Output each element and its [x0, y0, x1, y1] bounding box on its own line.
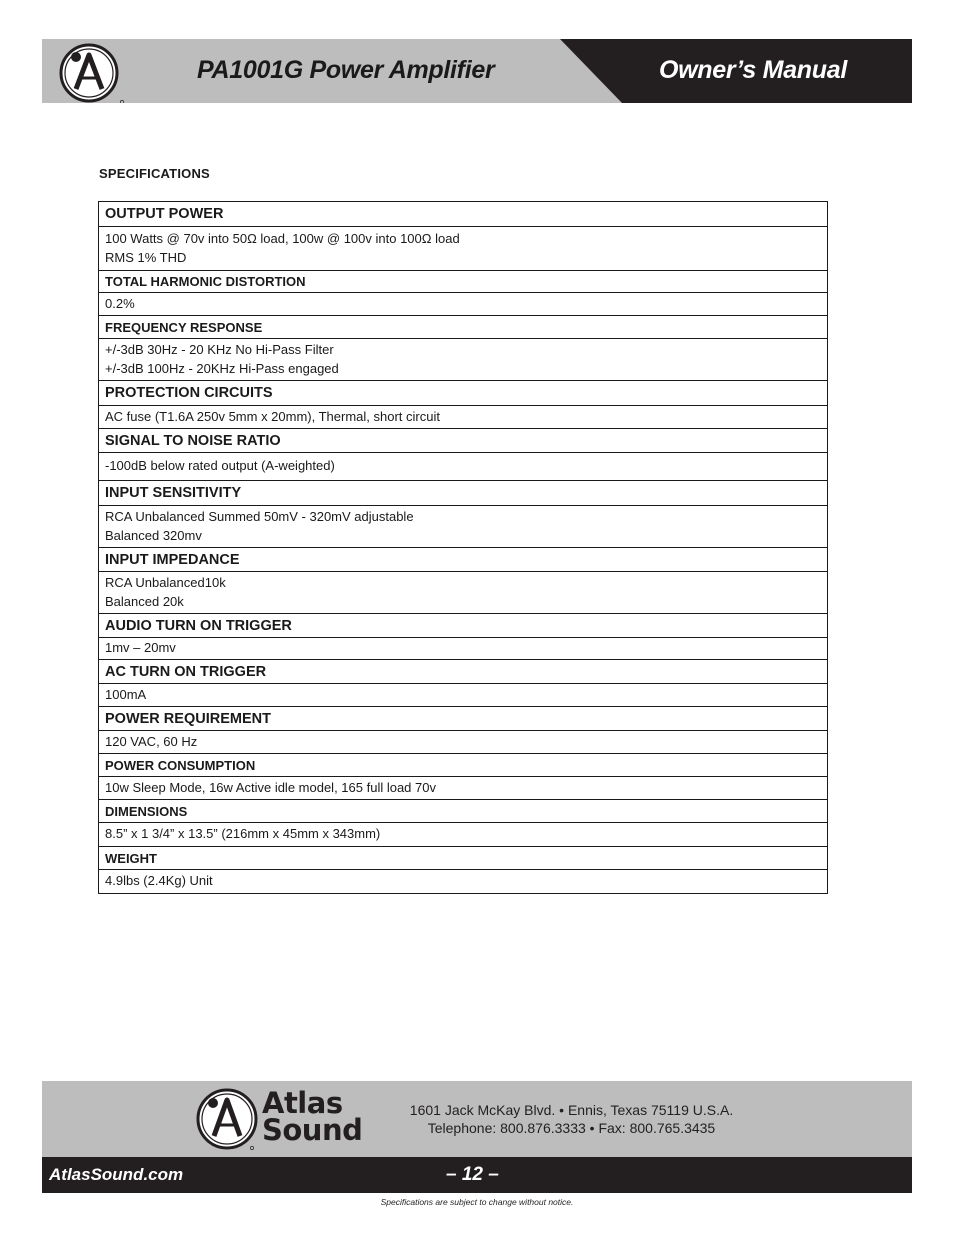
- spec-heading: FREQUENCY RESPONSE: [99, 316, 827, 339]
- spec-value-line: +/-3dB 100Hz - 20KHz Hi-Pass engaged: [105, 360, 339, 376]
- spec-value-line: 100mA: [105, 686, 147, 702]
- spec-value: [99, 684, 827, 707]
- spec-table: [98, 201, 828, 894]
- spec-value: [99, 506, 827, 548]
- spec-value-line: 1mv – 20mv: [105, 640, 176, 656]
- spec-value-line: -100dB below rated output (A-weighted): [105, 458, 335, 474]
- spec-value: [99, 870, 827, 893]
- disclaimer-text: Specifications are subject to change without notice.: [380, 1197, 574, 1207]
- page-header: [42, 39, 912, 103]
- spec-value: [99, 572, 827, 614]
- spec-value-line: 8.5” x 1 3/4” x 13.5” (216mm x 45mm x 343mm): [105, 826, 381, 842]
- atlas-sound-logo-icon: [194, 1088, 264, 1152]
- website-link[interactable]: AtlasSound.com: [49, 1165, 184, 1184]
- company-address: [394, 1101, 749, 1137]
- brand-wordmark: [262, 1086, 363, 1147]
- spec-value-line: 4.9lbs (2.4Kg) Unit: [105, 873, 213, 889]
- page-number: – 12 –: [446, 1164, 499, 1185]
- spec-heading: INPUT SENSITIVITY: [99, 481, 827, 506]
- spec-value: [99, 406, 827, 429]
- spec-heading: WEIGHT: [99, 847, 827, 870]
- spec-value-line: +/-3dB 30Hz - 20 KHz No Hi-Pass Filter: [105, 342, 334, 357]
- spec-heading: DIMENSIONS: [99, 800, 827, 823]
- footer-bar: [42, 1157, 912, 1193]
- section-label: SPECIFICATIONS: [99, 166, 210, 181]
- spec-heading: PROTECTION CIRCUITS: [99, 381, 827, 406]
- spec-value: [99, 227, 827, 271]
- footer-info-bar: [42, 1081, 912, 1157]
- phone-fax-line: Telephone: 800.876.3333 • Fax: 800.765.3435: [427, 1120, 716, 1136]
- spec-value-line: 120 VAC, 60 Hz: [105, 733, 198, 749]
- spec-value: [99, 293, 827, 316]
- spec-heading: INPUT IMPEDANCE: [99, 548, 827, 572]
- spec-value-line: RMS 1% THD: [105, 249, 187, 265]
- spec-heading: OUTPUT POWER: [99, 202, 827, 227]
- spec-value: [99, 339, 827, 381]
- spec-value-line: Balanced 20k: [105, 593, 184, 609]
- brand-line-atlas: Atlas: [262, 1086, 343, 1120]
- owners-manual-label: Owner’s Manual: [659, 56, 847, 84]
- spec-value-line: Balanced 320mv: [105, 527, 202, 543]
- spec-heading: AUDIO TURN ON TRIGGER: [99, 614, 827, 638]
- brand-line-sound: Sound: [262, 1113, 363, 1147]
- spec-value: [99, 777, 827, 800]
- spec-value-line: 0.2%: [105, 295, 135, 311]
- spec-value-line: 100 Watts @ 70v into 50Ω load, 100w @ 100v into 100Ω load: [105, 231, 460, 246]
- spec-value: [99, 453, 827, 481]
- spec-value: [99, 823, 827, 847]
- spec-heading: TOTAL HARMONIC DISTORTION: [99, 271, 827, 293]
- spec-value: [99, 731, 827, 754]
- address-line: 1601 Jack McKay Blvd. • Ennis, Texas 75119 U.S.A.: [409, 1102, 734, 1118]
- spec-value-line: RCA Unbalanced10k: [105, 575, 226, 590]
- spec-value-line: 10w Sleep Mode, 16w Active idle model, 165 full load 70v: [105, 779, 436, 795]
- spec-heading: POWER CONSUMPTION: [99, 754, 827, 777]
- spec-value-line: RCA Unbalanced Summed 50mV - 320mV adjustable: [105, 509, 414, 524]
- spec-value-line: AC fuse (T1.6A 250v 5mm x 20mm), Thermal, short circuit: [105, 408, 440, 424]
- atlas-sound-logo-icon: [54, 42, 124, 103]
- spec-heading: AC TURN ON TRIGGER: [99, 660, 827, 684]
- spec-heading: SIGNAL TO NOISE RATIO: [99, 429, 827, 453]
- spec-heading: POWER REQUIREMENT: [99, 707, 827, 731]
- spec-value: [99, 638, 827, 660]
- document-title: PA1001G Power Amplifier: [197, 56, 495, 84]
